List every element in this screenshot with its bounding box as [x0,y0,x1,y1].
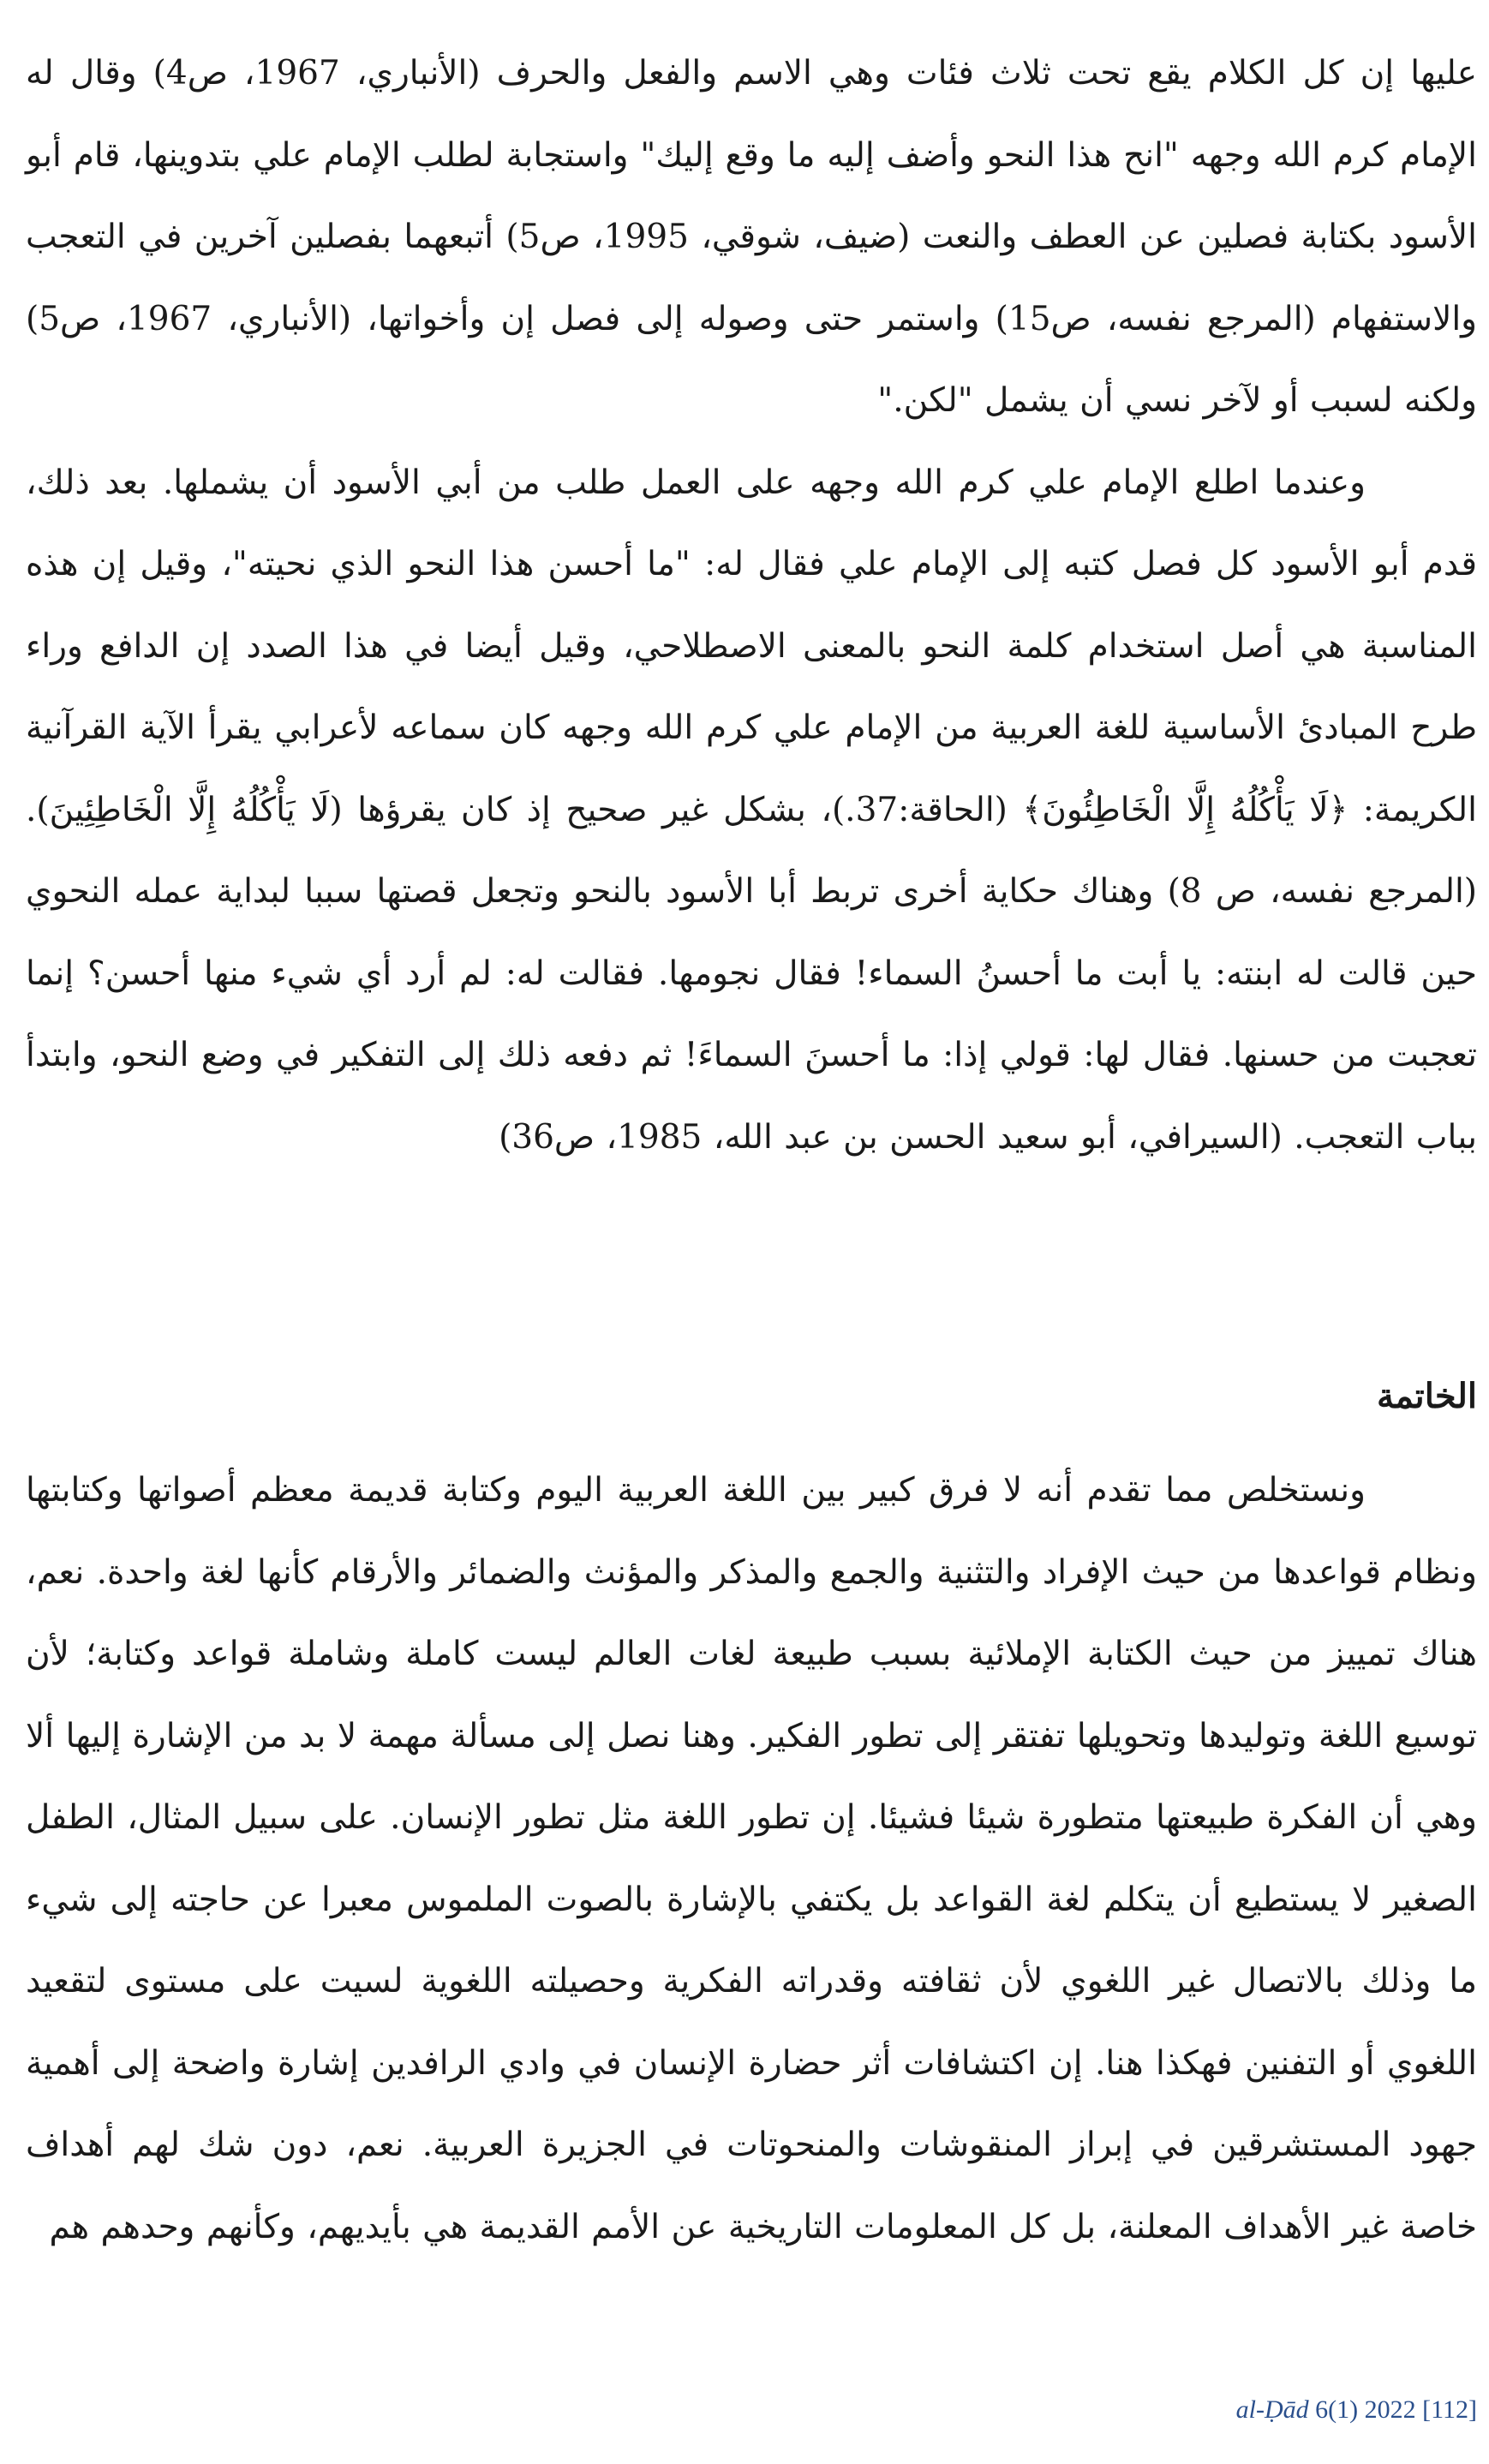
page-footer [1236,2393,1477,2427]
paragraph-imam-ali: وعندما اطلع الإمام علي كرم الله وجهه على العمل طلب من أبي الأسود أن يشملها. بعد ذلك، قدم أبو الأسود كل فصل كتبه إلى الإمام علي فقال له: "ما أحسن هذا النحو الذي نحيته"، وقيل إن هذه المناسبة هي أصل استخدام كلمة النحو بالمعنى الاصطلاحي، وقيل أيضا في هذا الصدد إن الدافع وراء طرح المبادئ الأساسية للغة العربية من الإمام علي كرم الله وجهه كان سماعه لأعرابي يقرأ الآية القرآنية الكريمة: ﴿لَا يَأْكُلُهُ إِلَّا الْخَاطِئُونَ﴾ (الحاقة:37.)، بشكل غير صحيح إذ كان يقرؤها (لَا يَأْكُلُهُ إِلَّا الْخَاطِئِينَ). (المرجع نفسه، ص 8) وهناك حكاية أخرى تربط أبا الأسود بالنحو وتجعل قصتها سببا لبداية عمله النحوي حين قالت له ابنته: يا أبت ما أحسنُ السماء! فقال نجومها. فقالت له: لم أرد أي شيء منها أحسن؟ إنما تعجبت من حسنها. فقال لها: قولي إذا: ما أحسنَ السماءَ! ثم دفعه ذلك إلى التفكير في وضع النحو، وابتدأ بباب التعجب. (السيرافي، أبو سعيد الحسن بن عبد الله، 1985، ص36) [26,463,1478,1157]
upper-body-text [26,33,1477,1178]
paragraph-continuation: عليها إن كل الكلام يقع تحت ثلاث فئات وهي الاسم والفعل والحرف (الأنباري، 1967، ص4) وقال له الإمام كرم الله وجهه "انح هذا النحو وأضف إليه ما وقع إليك" واستجابة لطلب الإمام علي بتدوينها، قام أبو الأسود بكتابة فصلين عن العطف والنعت (ضيف، شوقي، 1995، ص5) أتبعهما بفصلين آخرين في التعجب والاستفهام (المرجع نفسه، ص15) واستمر حتى وصوله إلى فصل إن وأخواتها، (الأنباري، 1967، ص5) ولكنه لسبب أو لآخر نسي أن يشمل "لكن." [26,54,1478,420]
conclusion-body-text [26,1450,1477,2268]
paragraph-conclusion: ونستخلص مما تقدم أنه لا فرق كبير بين اللغة العربية اليوم وكتابة قديمة معظم أصواتها وكتابتها ونظام قواعدها من حيث الإفراد والتثنية والجمع والمذكر والمؤنث والضمائر والأرقام كأنها لغة واحدة. نعم، هناك تمييز من حيث الكتابة الإملائية بسبب طبيعة لغات العالم ليست كاملة وشاملة قواعد وكتابة؛ لأن توسيع اللغة وتوليدها وتحويلها تفتقر إلى تطور الفكير. وهنا نصل إلى مسألة مهمة لا بد من الإشارة إليها ألا وهي أن الفكرة طبيعتها متطورة شيئا فشيئا. إن تطور اللغة مثل تطور الإنسان. على سبيل المثال، الطفل الصغير لا يستطيع أن يتكلم لغة القواعد بل يكتفي بالإشارة بالصوت الملموس معبرا عن حاجته إلى شيء ما وذلك بالاتصال غير اللغوي لأن ثقافته وقدراته الفكرية وحصيلته اللغوية لسيت على مستوى لتقعيد اللغوي أو التفنين فهكذا هنا. إن اكتشافات أثر حضارة الإنسان في وادي الرافدين إشارة واضحة إلى أهمية جهود المستشرقين في إبراز المنقوشات والمنحوتات في الجزيرة العربية. نعم، دون شك لهم أهداف خاصة غير الأهداف المعلنة، بل كل المعلومات التاريخية عن الأمم القديمة هي بأيديهم، وكأنهم وحدهم هم [26,1471,1477,2246]
section-heading-conclusion: الخاتمة [1376,1376,1477,1416]
journal-issue: 6(1) 2022 [112] [1315,2395,1477,2424]
journal-title: al-Ḍād [1235,2395,1309,2424]
